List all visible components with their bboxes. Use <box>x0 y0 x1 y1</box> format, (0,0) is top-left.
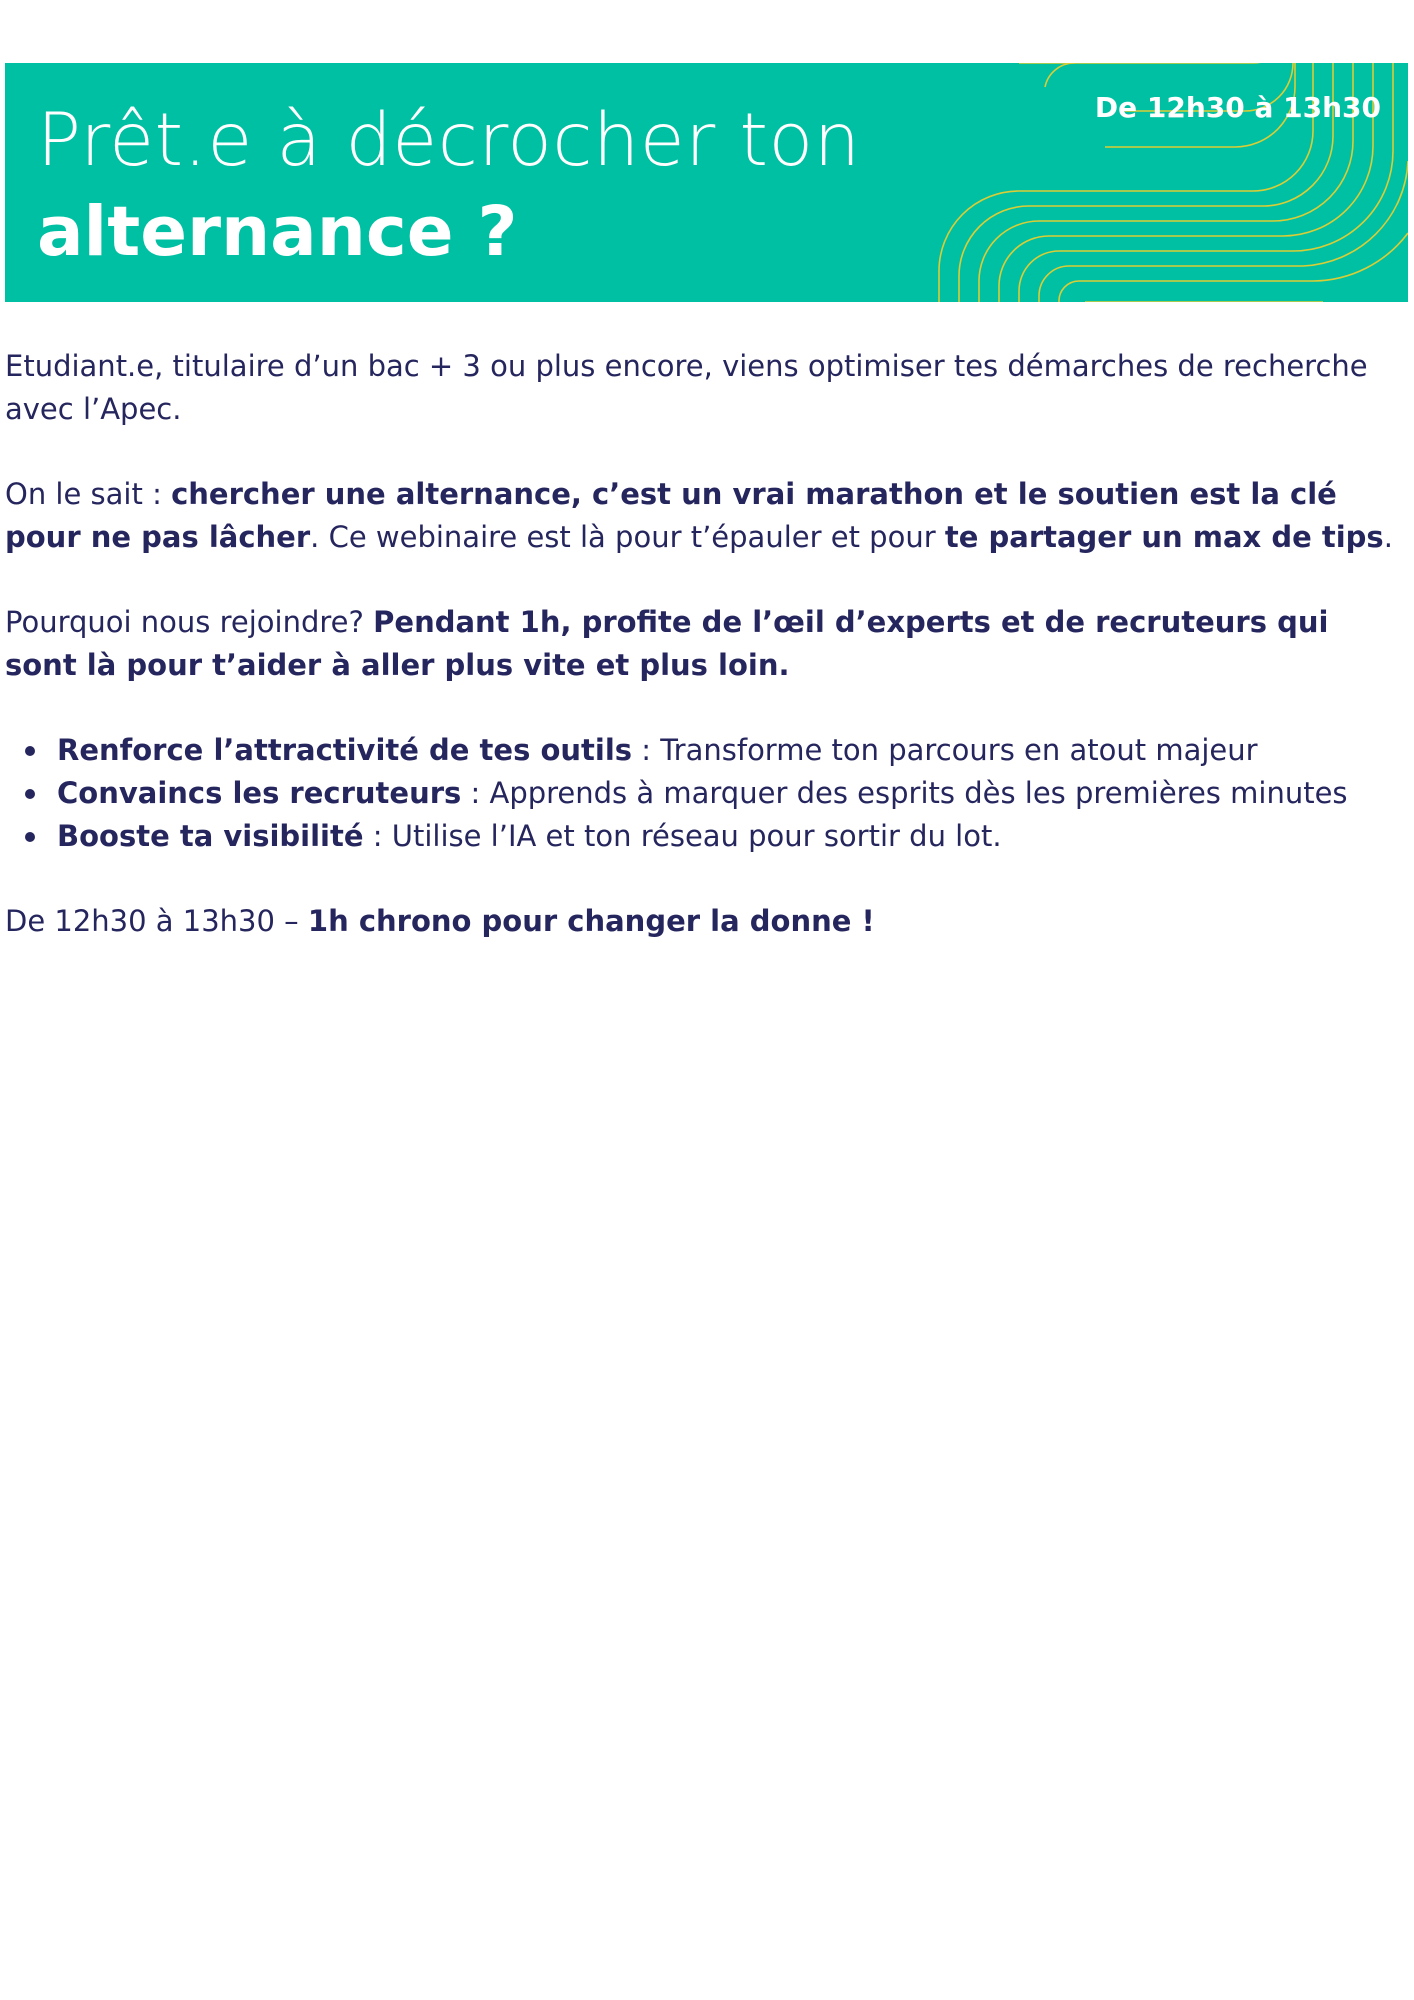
para2-end: . <box>1383 520 1393 554</box>
closing-bold: 1h chrono pour changer la donne ! <box>307 904 875 938</box>
banner-title-line1: Prêt.e à décrocher ton <box>37 98 861 183</box>
body-content <box>5 345 1405 985</box>
banner-title-line2: alternance ? <box>37 192 518 272</box>
bullet-text: : Transforme ton parcours en atout majeur <box>632 733 1258 767</box>
para3-bold: Pendant 1h, profite de l’œil d’experts et de recruteurs qui sont là pour t’aider à aller plus vite et plus loin. <box>5 605 1329 682</box>
para2-bold2: te partager un max de tips <box>944 520 1384 554</box>
marathon-paragraph <box>5 473 1405 559</box>
bullet-dot-icon <box>25 789 35 799</box>
list-item <box>5 729 1405 772</box>
intro-text: Etudiant.e, titulaire d’un bac + 3 ou plus encore, viens optimiser tes démarches de recherche avec l’Apec. <box>5 349 1368 426</box>
bullet-bold: Booste ta visibilité <box>57 819 364 853</box>
bullet-dot-icon <box>25 746 35 756</box>
para2-bold1: chercher une alternance, c’est un vrai marathon et le soutien est la clé pour ne pas lâcher <box>5 477 1337 554</box>
intro-paragraph <box>5 345 1405 431</box>
list-item <box>5 815 1405 858</box>
bullet-bold: Renforce l’attractivité de tes outils <box>57 733 633 767</box>
bullet-text: : Apprends à marquer des esprits dès les premières minutes <box>461 776 1348 810</box>
list-item <box>5 772 1405 815</box>
para2-middle: . Ce webinaire est là pour t’épauler et pour <box>310 520 945 554</box>
benefits-list <box>5 729 1405 858</box>
closing-paragraph <box>5 900 1405 943</box>
header-banner <box>5 63 1408 302</box>
para2-lead: On le sait : <box>5 477 172 511</box>
para3-lead: Pourquoi nous rejoindre? <box>5 605 374 639</box>
bullet-dot-icon <box>25 832 35 842</box>
bullet-text: : Utilise l’IA et ton réseau pour sortir du lot. <box>363 819 1002 853</box>
bullet-bold: Convaincs les recruteurs <box>57 776 462 810</box>
banner-time: De 12h30 à 13h30 <box>1094 91 1381 124</box>
why-join-paragraph <box>5 601 1405 687</box>
closing-lead: De 12h30 à 13h30 – <box>5 904 308 938</box>
